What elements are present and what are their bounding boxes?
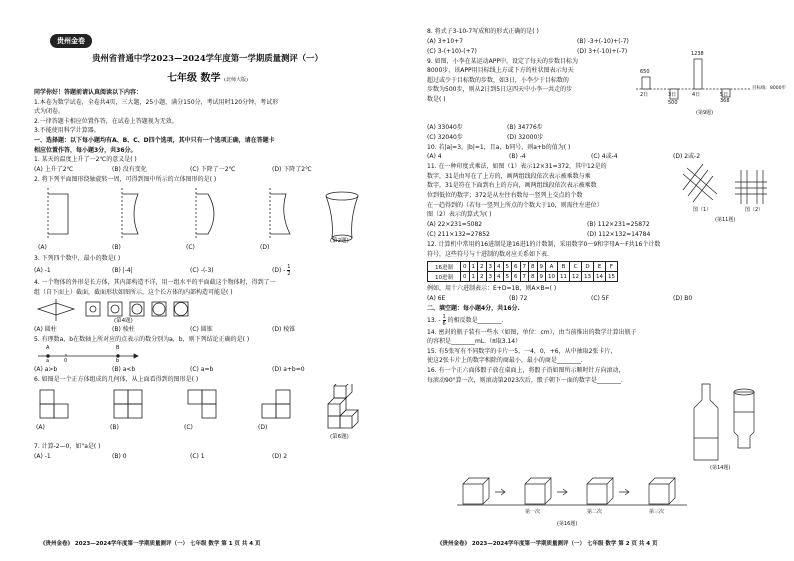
figure-caption: (第16题) xyxy=(557,521,578,527)
table-cell: 11 xyxy=(558,272,570,282)
number-line xyxy=(34,345,144,365)
figure-label: 图（1） xyxy=(693,207,712,214)
option: (A) 22×231=5082 xyxy=(427,221,483,229)
table-cell: 13 xyxy=(582,272,594,282)
table-cell: 0 xyxy=(461,272,470,282)
table-cell: 3 xyxy=(486,272,495,282)
option: (C) a=b xyxy=(190,365,214,373)
option: (A) -1 xyxy=(34,452,51,460)
table-cell: 2 xyxy=(478,262,487,272)
table-cell: 5 xyxy=(503,272,512,282)
table-cell: 1 xyxy=(469,272,478,282)
option-label: (B) xyxy=(110,424,119,432)
figure-caption: (第9题) xyxy=(696,109,714,116)
fill-in-block xyxy=(427,314,685,386)
bottle-diagrams xyxy=(692,380,762,466)
row-header: 16进制 xyxy=(428,262,461,272)
option: (D) - xyxy=(272,266,286,274)
page-footer: 《贵州金卷》 2023—2024学年度第一学期质量测评（一） 七年级 数学 第 2 页 共 4 页 xyxy=(437,541,658,547)
table-row xyxy=(428,262,618,272)
table-cell: 12 xyxy=(570,272,582,282)
q7-options xyxy=(34,452,381,462)
table-cell: 6 xyxy=(512,272,521,282)
option-label: (A) xyxy=(36,424,45,432)
q12-line: 12. 计算机中常用的16进制是逢16进1的计数制，采用数字0～9和字母A～F共16个计数 xyxy=(427,241,661,249)
row-header: 10进制 xyxy=(428,272,461,282)
figure-label: 图（2） xyxy=(745,207,764,214)
option-label: (C) xyxy=(186,244,195,252)
q5-options xyxy=(34,365,381,375)
table-cell: C xyxy=(570,262,582,272)
q14-figure xyxy=(692,380,762,476)
table-cell: 10 xyxy=(546,272,558,282)
option-with-fraction xyxy=(272,264,290,278)
table-cell: 14 xyxy=(594,272,606,282)
table-cell: 8 xyxy=(529,262,538,272)
instruction-line: 式为闭卷。 xyxy=(34,108,65,116)
q11-line: 图（2）表示的算式为( ) xyxy=(427,211,492,219)
q2-stem: 2. 将下列平面图形绕轴旋转一周，可得到图中所示的立体图形的是( ) xyxy=(34,175,217,183)
instruction-line: 2.一律答题卡相应位置作答，在试卷上答题视为无效。 xyxy=(34,117,178,125)
option: (B) 112×231=25872 xyxy=(587,221,650,229)
q11-line: 11. 在一种印度式乘法，如图（1）表示12×31=372，其中12是的 xyxy=(427,163,607,171)
q6-figures xyxy=(34,384,381,442)
page-footer: 《贵州金卷》 2023—2024学年度第一学期质量测评（一） 七年级 数学 第 1 页 共 4 页 xyxy=(40,541,261,547)
table-cell: F xyxy=(606,262,618,272)
option: (D) 下降了2℃ xyxy=(272,165,312,173)
exam-subtitle xyxy=(34,69,381,84)
q13-line xyxy=(427,314,685,328)
option: (D) 112×132=14784 xyxy=(587,231,651,239)
bar-value: 650 xyxy=(640,68,650,75)
option: (C) 下降了一2℃ xyxy=(190,165,236,173)
q9-line: 步数为500步，则从2日到5日这四天中小李一共走的步 xyxy=(427,86,573,94)
table-cell: A xyxy=(546,262,558,272)
table-cell: 2 xyxy=(478,272,487,282)
section-heading: 相应位置作答，每小题3分，共36分。 xyxy=(34,146,137,154)
q13-prefix: 13. - xyxy=(427,316,441,324)
axis-label: A xyxy=(46,344,50,351)
q6-stem: 6. 如图是一个正方体组成的几何体，从上面看得到的图形是( ) xyxy=(34,375,199,383)
q11-line: 在一趋得到的（若每一竖列上所点的个数大于10，则需往左进位） xyxy=(427,201,603,209)
option: (B) 棱柱 xyxy=(112,326,135,334)
subject-label: 七年级 数学 xyxy=(167,73,221,84)
option-label: (D) xyxy=(258,424,268,432)
option: (C) 4或-4 xyxy=(591,153,618,161)
fraction xyxy=(443,314,446,327)
q15-line: 使这2张卡片上的数字相除的商最小，最小的商是________. xyxy=(427,357,583,365)
bar-value: 368 xyxy=(720,97,730,104)
q9-options xyxy=(427,123,780,133)
option: (C) -(-3) xyxy=(190,266,214,274)
table-cell: 7 xyxy=(520,272,529,282)
option: (C) 5F xyxy=(591,294,610,302)
option-label: (C) xyxy=(184,424,193,432)
option: (C) 211×132=27852 xyxy=(427,231,490,239)
option: (D) B0 xyxy=(673,294,693,302)
option: (A) 33040步 xyxy=(427,123,463,131)
option: (D) 2 xyxy=(272,452,288,460)
step-caption: 第二次 xyxy=(587,509,603,515)
q3-stem: 3. 下列四个数中，最小的数是( ) xyxy=(34,255,121,263)
exam-title: 贵州省普通中学2023—2024学年度第一学期质量测评（一） xyxy=(92,53,323,63)
denominator: 6 xyxy=(442,320,446,327)
option: (A) 6E xyxy=(427,294,446,302)
hex-table xyxy=(427,261,618,282)
target-line-label: 目标线：8000步 xyxy=(752,85,786,91)
figure-caption: (第14题) xyxy=(710,465,731,471)
option: (B) 没有变化 xyxy=(112,165,147,173)
table-cell: 4 xyxy=(495,272,504,282)
q6-shapes xyxy=(34,384,379,442)
q9-options xyxy=(427,133,780,143)
q9-line: 超过或少于目标数的步数，如3日，小李少于目标数的 xyxy=(427,76,569,84)
q8-options xyxy=(427,37,780,47)
instruction-line: 1.本卷为数学试卷，全卷共4页，三大题，25小题，满分150分，考试用时120分钟，考试形 xyxy=(34,98,279,106)
q10-stem: 10. 若|a|=3，|b|=1，且a，b同号，则a+b的值为( ) xyxy=(427,143,571,151)
q5-stem: 5. 有理数a，b在数轴上所对应的点表示的数分别为a，b，则下列结论正确的是( ) xyxy=(34,336,250,344)
figure-caption: (第4题) xyxy=(114,318,133,325)
q11-options xyxy=(427,230,780,240)
table-cell: 1 xyxy=(469,262,478,272)
table-cell: D xyxy=(582,262,594,272)
option: (D) 棱锥 xyxy=(272,326,296,334)
table-cell: 5 xyxy=(503,262,512,272)
q1-stem: 1. 某天的温度上升了一2℃的意义是( ) xyxy=(34,156,137,164)
table-cell: 3 xyxy=(486,262,495,272)
bar-value: 500 xyxy=(668,99,678,106)
lattice-diagrams xyxy=(679,160,779,212)
q4-sections xyxy=(34,297,234,325)
option: (B) -4 xyxy=(509,153,526,161)
table-row xyxy=(428,272,618,282)
section-heading: 二、填空题：每小题4分，共16分. xyxy=(427,304,520,312)
option: (C) 1 xyxy=(190,452,205,460)
q4-options xyxy=(34,325,381,335)
bar-day: 3日 xyxy=(668,91,677,98)
table-cell: 9 xyxy=(537,262,546,272)
option: (B) a<b xyxy=(112,365,136,373)
figure-caption: (第11题) xyxy=(715,217,736,224)
option: (C) 3-(+10)-(+7) xyxy=(427,47,477,55)
option-label: (B) xyxy=(112,244,121,252)
q4-figures xyxy=(34,297,381,325)
axis-label: a xyxy=(46,357,50,364)
q16-line: 16. 有一个正六面体骰子放在桌面上，将骰子沿如图所示顺时针方向滚动， xyxy=(427,366,625,374)
table-cell: 9 xyxy=(537,272,546,282)
option-label: (D) xyxy=(260,244,270,252)
q9-line: 数是( ) xyxy=(427,95,446,103)
section-heading: 一、选择题：以下每小题均有A、B、C、D四个选项，其中只有一个选项正确，请在答题卡 xyxy=(34,136,275,144)
table-cell: 0 xyxy=(461,262,470,272)
right-page xyxy=(397,0,794,561)
q16-figure xyxy=(457,472,697,532)
greeting: 同学你好！答题前请认真阅读以下内容： xyxy=(34,89,143,96)
option: (B) 34776步 xyxy=(507,123,543,131)
option: (B) 0 xyxy=(112,452,127,460)
q14-line: 14. 密封的瓶子装有一些水（如图，单位：cm），由当前推出的数学计算出瓶子 xyxy=(427,328,637,336)
axis-label: B xyxy=(116,344,120,351)
option: (B) -3+(-10)+(-7) xyxy=(577,37,629,45)
fraction xyxy=(287,264,290,277)
q12-options xyxy=(427,294,780,304)
table-cell: 15 xyxy=(606,272,618,282)
step-caption: 第一次 xyxy=(525,509,541,515)
brand-badge: 贵州金卷 xyxy=(50,34,92,48)
q11-figures xyxy=(679,160,779,226)
q1-options xyxy=(34,165,381,175)
q11-block xyxy=(427,162,780,224)
option-label: (A) xyxy=(38,244,47,252)
table-cell: 8 xyxy=(529,272,538,282)
axis-label: b xyxy=(116,357,120,364)
option: (D) 32000步 xyxy=(507,133,544,141)
q9-line: 8000步，该APP用目标线上方或下方的柱状图表示每天 xyxy=(427,67,574,75)
q9-line: 9. 如图，小李在某运动APP中，设定了每天的步数目标为 xyxy=(427,57,578,65)
option: (D) 3+(-10)+(-7) xyxy=(577,47,628,55)
table-cell: 6 xyxy=(512,262,521,272)
table-cell: B xyxy=(558,262,570,272)
q4-line: 组（自下而上）截面，截面形状如图所示，这个长方体的内部构造可能是( ) xyxy=(34,288,233,296)
option: (B) |-4| xyxy=(112,266,133,274)
option: (A) 上升了2℃ xyxy=(34,165,74,173)
figure-caption: (第2题) xyxy=(330,238,349,245)
q13-suffix: 的相反数是________. xyxy=(447,316,504,324)
q12-example: 例如，用十六进制表示：E+D=1B，则A×B=( ) xyxy=(427,285,557,293)
q9-bar-chart xyxy=(632,50,786,121)
option: (B) 72 xyxy=(509,294,528,302)
option: (D) 2或-2 xyxy=(673,153,701,161)
option: (A) 3+10+7 xyxy=(427,37,464,45)
bar-day: 5日 xyxy=(720,91,729,98)
q2-figures xyxy=(34,184,381,254)
bar-day: 4日 xyxy=(692,91,701,98)
figure-caption: (第6题) xyxy=(330,434,349,441)
numerator: 1 xyxy=(442,313,446,320)
q8-stem: 8. 将式子3-10-7写成和的形式正确的是( ) xyxy=(427,28,539,35)
axis-label: 0 xyxy=(64,357,68,364)
q2-shapes xyxy=(34,184,374,254)
q14-line: 的容积是________mL.（π取3.14） xyxy=(427,338,522,346)
option: (A) -1 xyxy=(34,266,51,274)
bar-day: 2日 xyxy=(640,91,649,98)
edition-label: (北师大版) xyxy=(224,77,248,83)
option: (A) 圆柱 xyxy=(34,326,57,334)
option: (D) a+b=0 xyxy=(272,365,305,373)
q15-line: 15. 有5张写有不同数字的卡片一5，一4，0，+6，从中抽取2张卡片， xyxy=(427,347,617,355)
q5-number-line xyxy=(34,345,381,365)
option: (C) 32040步 xyxy=(427,133,463,141)
q16-line: 每滚动90°算一次，则滚动第2023次后，骰子朝下一面的数字是________. xyxy=(427,376,623,384)
q7-stem: 7. 计算-2—0，如"a是( ) xyxy=(34,443,101,451)
numerator: 1 xyxy=(287,263,291,270)
option: (C) 圆锥 xyxy=(190,326,213,334)
table-cell: E xyxy=(594,262,606,272)
table-cell: 7 xyxy=(520,262,529,272)
q3-options xyxy=(34,264,381,278)
option: (A) a>b xyxy=(34,365,58,373)
q11-line: 数字，31是由写在了上方的，画两组线段依次表示被乘数与乘 xyxy=(427,172,591,180)
table-cell: 4 xyxy=(495,262,504,272)
instruction-line: 3.不能使用科学计算器。 xyxy=(34,127,100,135)
q12-line: 符号，这些符号与十进制的数对应关系如下表. xyxy=(427,250,549,258)
denominator: 2 xyxy=(287,270,291,277)
q4-line: 4. 一个物体的外形是长方体，其内部构造不详，用一组水平的平面截这个物体时，得到了一 xyxy=(34,278,276,286)
step-caption: 第三次 xyxy=(649,509,665,515)
q11-line: 数字，31是符在下面到右上的方向，画两组线段依次表示被乘数 xyxy=(427,182,597,190)
bar-value: 1238 xyxy=(691,50,704,57)
q11-line: 位到低位的数字；372是从左往右数每一竖列上交点的个数 xyxy=(427,191,583,199)
option: (A) 4 xyxy=(427,153,442,161)
